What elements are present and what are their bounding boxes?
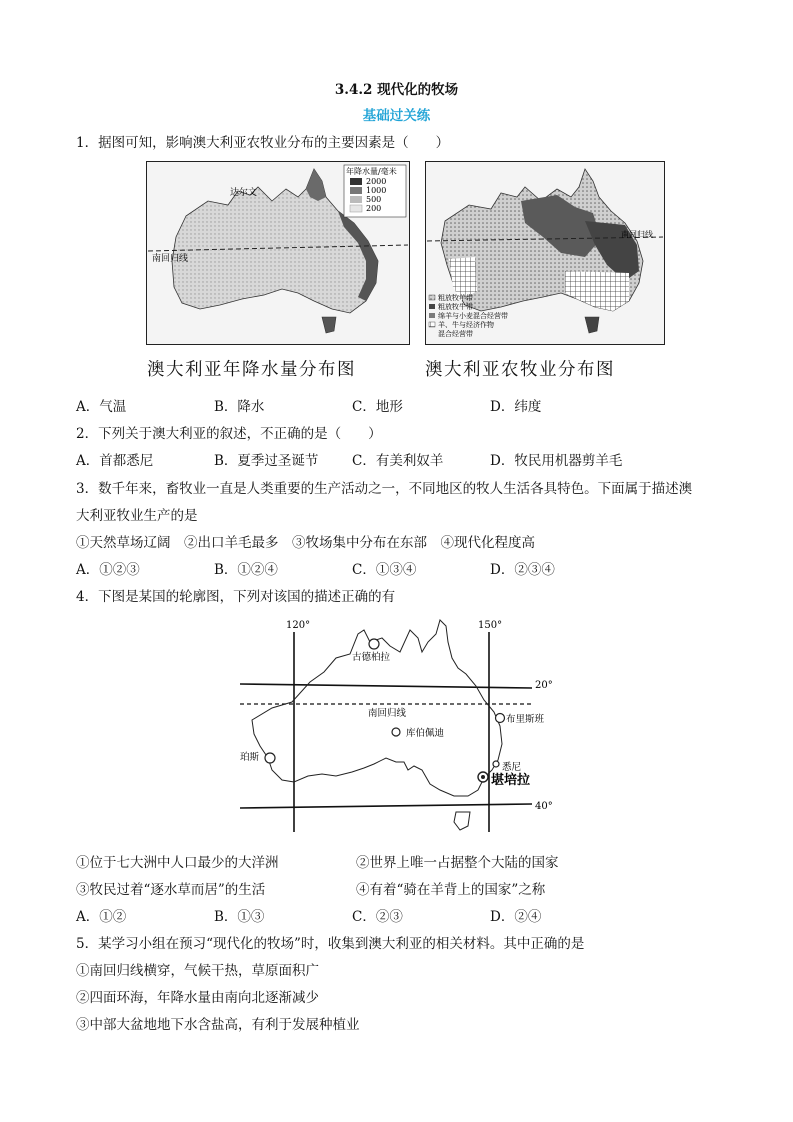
q4-option-d[interactable]: D．②④	[490, 909, 542, 925]
section-subtitle: 基础过关练	[362, 108, 431, 124]
lat-label-40: 40°	[535, 801, 553, 812]
q4-statement-4: ④有着“骑在羊背上的国家”之称	[356, 882, 546, 898]
q4-option-b[interactable]: B．①③	[214, 909, 265, 925]
q3-stem-line2: 大利亚牧业生产的是	[76, 508, 198, 524]
q1-option-c[interactable]: C．地形	[352, 399, 403, 415]
legend-item-cash-crops: 羊、牛与经济作物	[438, 321, 494, 329]
q2-option-a[interactable]: A．首都悉尼	[76, 453, 154, 469]
q4-option-a[interactable]: A．①②	[76, 909, 127, 925]
q2-option-b[interactable]: B．夏季过圣诞节	[214, 453, 319, 469]
right-map-tropic-label: 南回归线	[621, 230, 653, 239]
city-label-brisbane: 布里斯班	[506, 714, 545, 725]
legend-item-sheep-wheat: 绵羊与小麦混合经营带	[438, 312, 508, 320]
legend-value-1000: 1000	[366, 186, 387, 195]
lat-label-20: 20°	[535, 680, 553, 691]
country-outline-map	[232, 612, 564, 840]
agriculture-map	[425, 161, 665, 345]
tropic-label: 南回归线	[368, 708, 407, 719]
right-map-caption: 澳大利亚农牧业分布图	[425, 360, 615, 380]
q3-stem-line1: 3．数千年来，畜牧业一直是人类重要的生产活动之一，不同地区的牧人生活各具特色。下面属于描述澳	[76, 481, 693, 497]
precipitation-map	[146, 161, 410, 345]
q5-stem: 5．某学习小组在预习“现代化的牧场”时，收集到澳大利亚的相关材料。其中正确的是	[76, 936, 585, 952]
q4-statement-2: ②世界上唯一占据整个大陆的国家	[356, 855, 559, 871]
q5-statement-1: ①南回归线横穿，气候干热，草原面积广	[76, 963, 319, 979]
q5-statement-3: ③中部大盆地地下水含盐高，有利于发展种植业	[76, 1017, 360, 1033]
legend-value-2000: 2000	[366, 177, 387, 186]
legend-value-200: 200	[366, 204, 382, 213]
q3-option-c[interactable]: C．①③④	[352, 562, 417, 578]
left-map-tropic-label: 南回归线	[152, 254, 189, 264]
legend-item-mixed: 混合经营带	[438, 330, 473, 338]
page-title: 3.4.2 现代化的牧场	[334, 82, 459, 98]
q3-option-d[interactable]: D．②③④	[490, 562, 555, 578]
q1-stem: 1．据图可知，影响澳大利亚农牧业分布的主要因素是（ ）	[76, 135, 450, 151]
city-label-gove: 古德柏拉	[352, 652, 391, 663]
darwin-label: 达尔文	[230, 188, 258, 198]
q3-option-a[interactable]: A．①②③	[76, 562, 140, 578]
city-label-sydney: 悉尼	[502, 762, 522, 773]
q4-statement-1: ①位于七大洲中人口最少的大洋洲	[76, 855, 279, 871]
q5-statement-2: ②四面环海，年降水量由南向北逐渐减少	[76, 990, 319, 1006]
legend-item-cattle: 粗放牧牛带	[438, 303, 473, 311]
q4-stem: 4．下图是某国的轮廓图，下列对该国的描述正确的有	[76, 589, 396, 605]
q1-option-a[interactable]: A．气温	[76, 399, 127, 415]
q2-stem: 2．下列关于澳大利亚的叙述，不正确的是（ ）	[76, 426, 382, 442]
lon-label-120: 120°	[286, 620, 311, 631]
left-map-caption: 澳大利亚年降水量分布图	[147, 360, 356, 380]
q2-option-c[interactable]: C．有美利奴羊	[352, 453, 444, 469]
q4-statement-3: ③牧民过着“逐水草而居”的生活	[76, 882, 266, 898]
city-label-perth: 珀斯	[240, 752, 260, 763]
lon-label-150: 150°	[478, 620, 503, 631]
q2-option-d[interactable]: D．牧民用机器剪羊毛	[490, 453, 623, 469]
q1-option-b[interactable]: B．降水	[214, 399, 265, 415]
city-label-coober-pedy: 库伯佩迪	[406, 728, 445, 739]
city-label-canberra: 堪培拉	[491, 773, 531, 788]
legend-value-500: 500	[366, 195, 382, 204]
q3-option-b[interactable]: B．①②④	[214, 562, 278, 578]
legend-title: 年降水量/毫米	[346, 167, 397, 176]
legend-item-sheep: 粗放牧羊带	[438, 294, 473, 302]
q1-option-d[interactable]: D．纬度	[490, 399, 542, 415]
q3-statements: ①天然草场辽阔 ②出口羊毛最多 ③牧场集中分布在东部 ④现代化程度高	[76, 535, 535, 551]
q4-option-c[interactable]: C．②③	[352, 909, 403, 925]
